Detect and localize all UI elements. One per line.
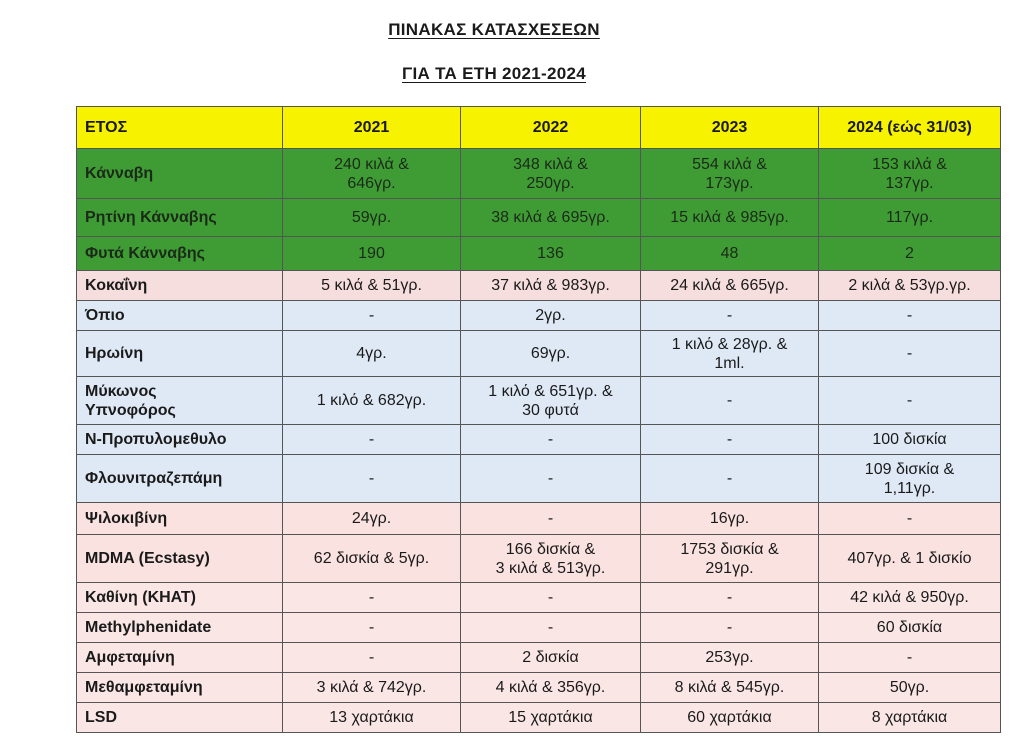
table-cell: 60 χαρτάκια <box>641 703 819 733</box>
table-cell: - <box>461 503 641 535</box>
row-label: MDMA (Ecstasy) <box>77 535 283 583</box>
table-cell: 109 δισκία & 1,11γρ. <box>819 455 1001 503</box>
table-cell: 2 κιλά & 53γρ.γρ. <box>819 271 1001 301</box>
table-row <box>77 583 1001 613</box>
table-cell: - <box>283 583 461 613</box>
table-cell: - <box>283 613 461 643</box>
table-cell: 1 κιλό & 28γρ. & 1ml. <box>641 331 819 377</box>
table-row <box>77 271 1001 301</box>
document-subtitle: ΓΙΑ ΤΑ ΕΤΗ 2021-2024 <box>401 64 587 83</box>
row-label: Ψιλοκιβίνη <box>77 503 283 535</box>
table-cell: 253γρ. <box>641 643 819 673</box>
row-label: Φυτά Κάνναβης <box>77 237 283 271</box>
table-row <box>77 331 1001 377</box>
row-label: Κοκαΐνη <box>77 271 283 301</box>
table-cell: 166 δισκία & 3 κιλά & 513γρ. <box>461 535 641 583</box>
table-cell: 59γρ. <box>283 199 461 237</box>
table-cell: - <box>461 455 641 503</box>
table-cell: 100 δισκία <box>819 425 1001 455</box>
table-cell: 50γρ. <box>819 673 1001 703</box>
row-label: Κάνναβη <box>77 149 283 199</box>
table-cell: - <box>819 377 1001 425</box>
table-cell: 48 <box>641 237 819 271</box>
row-label: Αμφεταμίνη <box>77 643 283 673</box>
table-cell: 3 κιλά & 742γρ. <box>283 673 461 703</box>
table-row <box>77 199 1001 237</box>
table-row <box>77 425 1001 455</box>
table-cell: 1753 δισκία & 291γρ. <box>641 535 819 583</box>
table-row <box>77 503 1001 535</box>
table-row <box>77 149 1001 199</box>
table-row <box>77 377 1001 425</box>
table-cell: 407γρ. & 1 δισκίο <box>819 535 1001 583</box>
row-label: Ρητίνη Κάνναβης <box>77 199 283 237</box>
table-cell: 69γρ. <box>461 331 641 377</box>
table-row <box>77 643 1001 673</box>
table-cell: - <box>641 613 819 643</box>
table-cell: - <box>641 377 819 425</box>
table-cell: 24 κιλά & 665γρ. <box>641 271 819 301</box>
table-cell: - <box>461 583 641 613</box>
table-cell: 1 κιλό & 651γρ. & 30 φυτά <box>461 377 641 425</box>
table-row <box>77 535 1001 583</box>
row-label: Ηρωίνη <box>77 331 283 377</box>
row-label: Ν-Προπυλομεθυλο <box>77 425 283 455</box>
table-cell: - <box>641 425 819 455</box>
table-cell: 62 δισκία & 5γρ. <box>283 535 461 583</box>
row-label: Όπιο <box>77 301 283 331</box>
table-cell: 190 <box>283 237 461 271</box>
table-cell: - <box>641 583 819 613</box>
table-cell: 60 δισκία <box>819 613 1001 643</box>
table-row <box>77 455 1001 503</box>
table-cell: - <box>283 643 461 673</box>
table-cell: - <box>819 503 1001 535</box>
table-cell: 38 κιλά & 695γρ. <box>461 199 641 237</box>
header-2023: 2023 <box>641 107 819 149</box>
table-cell: 1 κιλό & 682γρ. <box>283 377 461 425</box>
row-label: Μύκωνος Υπνοφόρος <box>77 377 283 425</box>
table-cell: - <box>461 613 641 643</box>
table-cell: - <box>641 455 819 503</box>
table-cell: 2 <box>819 237 1001 271</box>
document-title: ΠΙΝΑΚΑΣ ΚΑΤΑΣΧΕΣΕΩΝ <box>388 20 600 39</box>
header-year-label: ΕΤΟΣ <box>77 107 283 149</box>
seizures-table <box>76 106 1001 733</box>
row-label: Μεθαμφεταμίνη <box>77 673 283 703</box>
table-cell: 13 χαρτάκια <box>283 703 461 733</box>
table-cell: 4 κιλά & 356γρ. <box>461 673 641 703</box>
table-cell: 8 χαρτάκια <box>819 703 1001 733</box>
table-cell: - <box>819 643 1001 673</box>
table-cell: 153 κιλά & 137γρ. <box>819 149 1001 199</box>
table-cell: 5 κιλά & 51γρ. <box>283 271 461 301</box>
table-cell: - <box>283 425 461 455</box>
table-row <box>77 237 1001 271</box>
table-row <box>77 703 1001 733</box>
table-cell: - <box>819 331 1001 377</box>
table-cell: 117γρ. <box>819 199 1001 237</box>
table-row <box>77 613 1001 643</box>
table-cell: - <box>819 301 1001 331</box>
header-2024: 2024 (εώς 31/03) <box>819 107 1001 149</box>
table-cell: 37 κιλά & 983γρ. <box>461 271 641 301</box>
table-cell: 15 χαρτάκια <box>461 703 641 733</box>
table-cell: - <box>641 301 819 331</box>
table-cell: 24γρ. <box>283 503 461 535</box>
table-cell: - <box>283 455 461 503</box>
header-2022: 2022 <box>461 107 641 149</box>
table-cell: 15 κιλά & 985γρ. <box>641 199 819 237</box>
table-row <box>77 673 1001 703</box>
table-cell: 554 κιλά & 173γρ. <box>641 149 819 199</box>
table-cell: 42 κιλά & 950γρ. <box>819 583 1001 613</box>
table-cell: 8 κιλά & 545γρ. <box>641 673 819 703</box>
table-cell: - <box>283 301 461 331</box>
table-cell: 240 κιλά & 646γρ. <box>283 149 461 199</box>
row-label: LSD <box>77 703 283 733</box>
table-cell: 16γρ. <box>641 503 819 535</box>
table-cell: 2γρ. <box>461 301 641 331</box>
table-cell: 4γρ. <box>283 331 461 377</box>
table-header-row <box>77 107 1001 149</box>
table-cell: 2 δισκία <box>461 643 641 673</box>
table-cell: - <box>461 425 641 455</box>
table-cell: 136 <box>461 237 641 271</box>
row-label: Καθίνη (ΚΗΑΤ) <box>77 583 283 613</box>
header-2021: 2021 <box>283 107 461 149</box>
table-cell: 348 κιλά & 250γρ. <box>461 149 641 199</box>
row-label: Methylphenidate <box>77 613 283 643</box>
table-row <box>77 301 1001 331</box>
row-label: Φλουνιτραζεπάμη <box>77 455 283 503</box>
